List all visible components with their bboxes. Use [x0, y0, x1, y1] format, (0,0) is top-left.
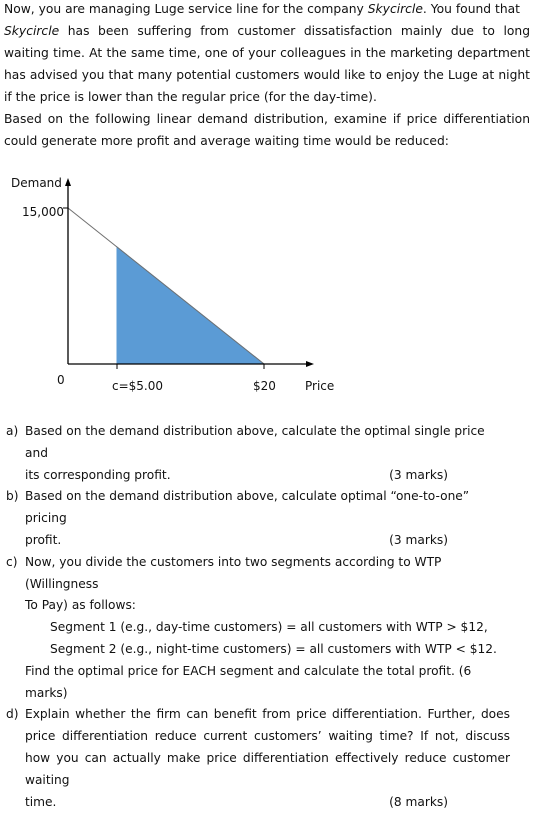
question-b-line2	[25, 530, 510, 552]
question-b-line1: Based on the demand distribution above, calculate optimal “one-to-one” pricing	[25, 489, 470, 526]
y-axis-arrow	[65, 178, 71, 186]
question-c-segment-2: Segment 2 (e.g., night-time customers) = all customers with WTP < $12.	[50, 641, 497, 656]
question-c-line3: Find the optimal price for EACH segment and calculate the total profit. (6 marks)	[25, 663, 472, 700]
question-d-last-line-text: time.	[25, 794, 57, 809]
question-a	[0, 421, 539, 486]
question-d	[0, 704, 539, 813]
y-tick-label-top: 15,000	[22, 205, 64, 219]
question-d-last-line	[25, 792, 510, 813]
question-a-line2-text: its corresponding profit.	[25, 467, 171, 482]
question-b-label: b)	[6, 489, 19, 504]
x-axis-label: Price	[305, 379, 335, 393]
question-d-marks: (8 marks)	[389, 794, 448, 809]
company-name: Skycircle	[367, 2, 423, 16]
demand-chart	[0, 170, 539, 400]
question-c-line1: Now, you divide the customers into two segments according to WTP (Willingness	[25, 554, 442, 591]
company-name-2: Skycircle	[4, 24, 60, 38]
intro-line1-end: . You found that	[422, 2, 520, 16]
question-b-marks: (3 marks)	[389, 532, 448, 547]
question-d-text: Explain whether the firm can benefit from price differentiation. Further, does price differentiation reduce current customers’ waiting time? If not, discuss how you can actually make price differentiation effectively reduce customer waiting	[25, 707, 510, 787]
question-c-label: c)	[6, 554, 18, 569]
question-a-label: a)	[6, 424, 19, 438]
question-a-line2	[25, 465, 510, 487]
intro-line1-start: Now, you are managing Luge service line for the company	[4, 2, 368, 16]
intro-text	[4, 0, 530, 152]
y-axis-label: Demand	[11, 176, 62, 190]
question-c	[0, 552, 539, 705]
x-tick-label-cost: c=$5.00	[112, 379, 164, 393]
question-b	[0, 486, 539, 551]
x-tick-label-max: $20	[253, 379, 276, 393]
intro-line2-rest: has been suffering from customer dissatisfaction mainly due to long waiting time. At the same time, one of your colleagues in the marketing department has advised you that many potential customers would like to enjoy the Luge at night if the price is lower than the regular price (for the day-time).	[4, 24, 530, 104]
intro-line-1	[4, 2, 520, 16]
question-c-line2: To Pay) as follows:	[25, 598, 136, 613]
question-a-line1: Based on the demand distribution above, calculate the optimal single price and	[25, 424, 485, 460]
question-c-segment-1: Segment 1 (e.g., day-time customers) = all customers with WTP > $12,	[50, 620, 488, 635]
origin-label: 0	[57, 373, 65, 387]
x-axis-arrow	[306, 361, 314, 367]
question-b-line2-text: profit.	[25, 532, 62, 547]
questions	[0, 421, 539, 813]
intro-paragraph-2: Based on the following linear demand distribution, examine if price differentiation could generate more profit and average waiting time would be reduced:	[4, 112, 530, 148]
intro-paragraph-1	[4, 0, 530, 108]
question-a-marks: (3 marks)	[389, 467, 448, 482]
question-d-label: d)	[6, 707, 19, 722]
